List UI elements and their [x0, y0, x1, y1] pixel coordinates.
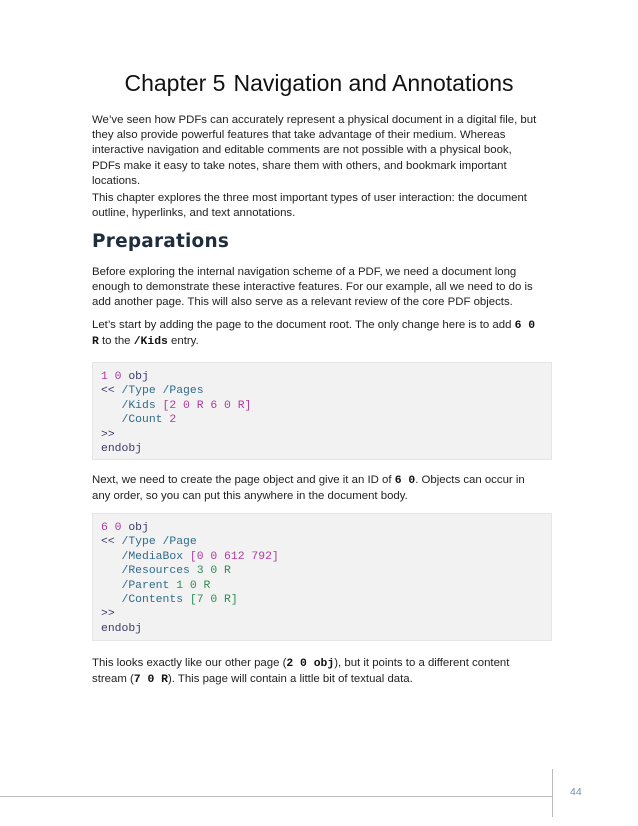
- code-token: >>: [101, 428, 115, 441]
- section-paragraph-2: [92, 318, 552, 350]
- code-token: [0 0 612 792]: [189, 550, 279, 563]
- code-token: /Type /Pages: [121, 385, 204, 398]
- code-token: 6 0: [101, 522, 129, 534]
- text-line: enough to demonstrate these interactive features. For our example, all we need to do is: [92, 281, 533, 294]
- code-token: 3 0 R: [196, 565, 231, 578]
- code-listing: [101, 521, 543, 636]
- code-token: >>: [101, 608, 115, 621]
- code-token: /Contents: [101, 593, 190, 606]
- text-line: Let’s start by adding the page to the document root. The only change here is to add 6 0: [92, 319, 536, 332]
- intro-paragraph-2: [92, 191, 552, 221]
- code-token: /Kids: [101, 399, 163, 412]
- code-token: /Parent: [101, 579, 177, 592]
- text-line: stream (7 0 R). This page will contain a little bit of textual data.: [92, 673, 413, 687]
- text-line: any order, so you can put this anywhere in the document body.: [92, 490, 408, 503]
- text-line: This chapter explores the three most important types of user interaction: the document: [92, 192, 527, 204]
- chapter-title: [0, 70, 638, 97]
- code-line: [101, 579, 543, 593]
- code-listing: [101, 370, 543, 456]
- text-line: add another page. This will also serve as a relevant review of the core PDF objects.: [92, 296, 513, 309]
- code-line: [101, 413, 543, 427]
- code-line: [101, 442, 543, 456]
- text-line: R to the /Kids entry.: [92, 335, 199, 349]
- text-line: Next, we need to create the page object and give it an ID of 6 0. Objects can occur in: [92, 474, 525, 487]
- code-block-page-object: [92, 513, 552, 641]
- code-token: obj: [128, 371, 149, 383]
- section-paragraph-3: [92, 473, 552, 504]
- code-line: [101, 370, 543, 384]
- text-line: PDFs make it easy to take notes, share them with others, and bookmark important: [92, 159, 507, 172]
- footer-rule: [0, 796, 552, 797]
- code-token: endobj: [101, 622, 143, 635]
- code-line: [101, 550, 543, 564]
- text-line: Before exploring the internal navigation scheme of a PDF, we need a document long: [92, 266, 517, 278]
- text-line: interactive navigation and editable comments are not possible with a physical book,: [92, 144, 512, 157]
- code-token: 2: [169, 414, 177, 427]
- code-token: [2 0 R 6 0 R]: [162, 399, 252, 412]
- code-line: [101, 384, 543, 398]
- page-number: 44: [570, 786, 582, 798]
- code-token: /Count: [101, 414, 170, 427]
- code-line: [101, 428, 543, 442]
- text-line: This looks exactly like our other page (2 0 obj), but it points to a different content: [92, 657, 510, 670]
- code-line: [101, 622, 543, 636]
- inline-code: 6 0: [514, 320, 536, 332]
- section-heading: Preparations: [92, 231, 230, 252]
- section-paragraph-4: [92, 656, 552, 688]
- intro-paragraph-1: [92, 113, 552, 189]
- inline-code: 6 0: [394, 475, 416, 487]
- code-line: [101, 593, 543, 607]
- code-line: [101, 399, 543, 413]
- code-token: /MediaBox: [101, 550, 190, 563]
- inline-code: 7 0 R: [133, 674, 168, 687]
- code-token: 1 0: [101, 371, 129, 383]
- text-line: locations.: [92, 174, 141, 187]
- code-token: obj: [128, 522, 149, 534]
- chapter-number: Chapter 5: [124, 70, 226, 96]
- chapter-name: Navigation and Annotations: [233, 70, 514, 96]
- inline-code: /Kids: [133, 336, 168, 349]
- footer-divider: [552, 769, 553, 817]
- code-token: endobj: [101, 442, 143, 455]
- text-line: outline, hyperlinks, and text annotations.: [92, 207, 296, 220]
- section-paragraph-1: [92, 265, 552, 311]
- code-line: [101, 564, 543, 578]
- text-line: they also provide powerful features that take advantage of their medium. Whereas: [92, 129, 506, 142]
- code-line: [101, 521, 543, 535]
- inline-code: R: [92, 336, 99, 349]
- code-line: [101, 535, 543, 549]
- code-token: /Resources: [101, 565, 197, 578]
- code-token: 1 0 R: [176, 579, 211, 592]
- code-token: <<: [101, 385, 122, 398]
- code-line: [101, 607, 543, 621]
- code-token: [7 0 R]: [189, 593, 238, 606]
- code-token: /Type /Page: [121, 536, 197, 549]
- code-token: <<: [101, 536, 122, 549]
- inline-code: 2 0 obj: [286, 658, 335, 670]
- code-block-pages-object: [92, 362, 552, 460]
- text-line: We’ve seen how PDFs can accurately represent a physical document in a digital file, but: [92, 114, 537, 126]
